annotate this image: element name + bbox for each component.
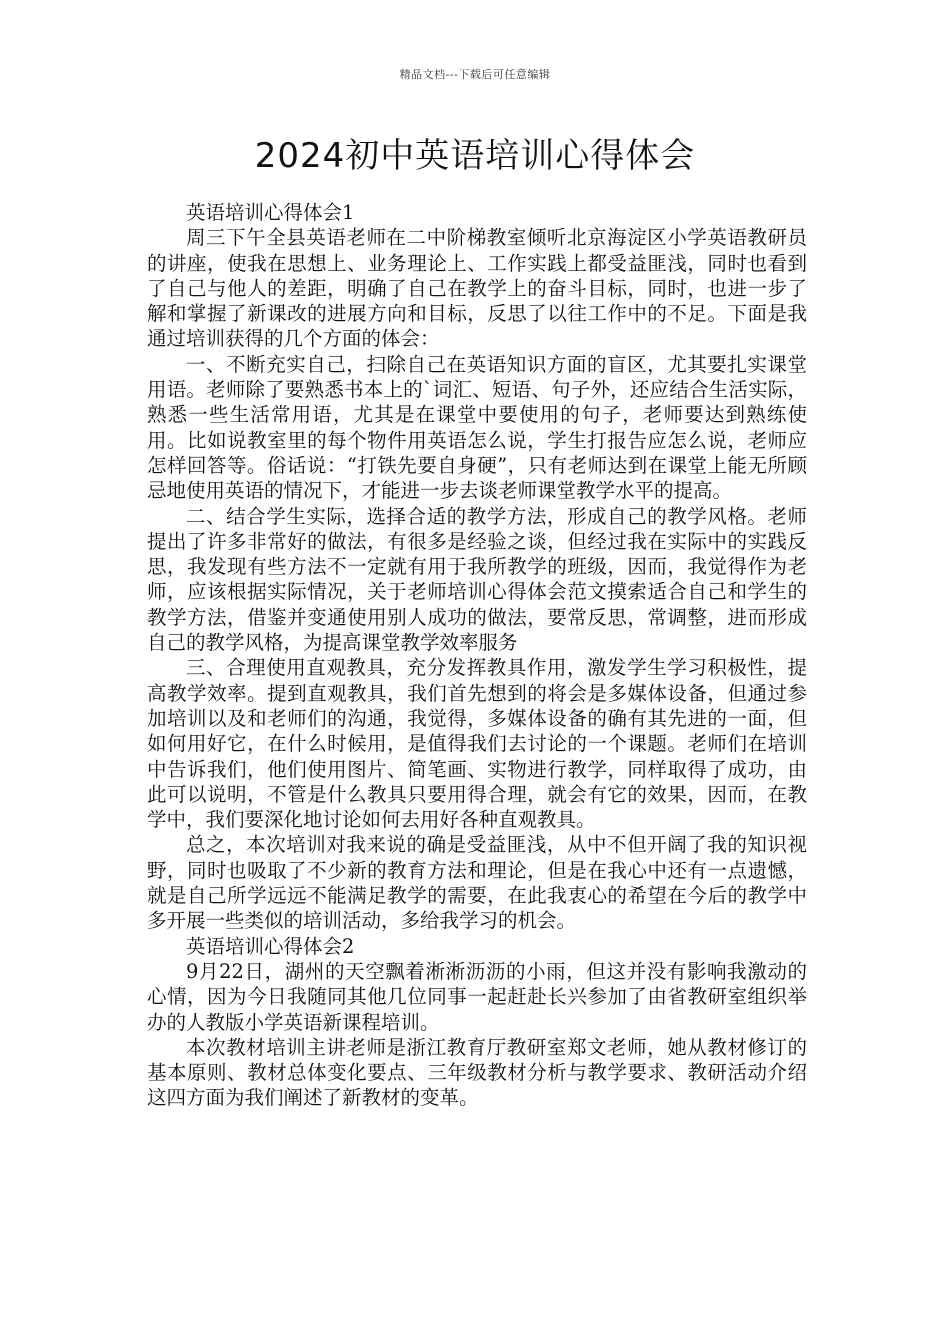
point-two-paragraph: 二、结合学生实际，选择合适的教学方法，形成自己的教学风格。老师提出了许多非常好的做法，有很多是经验之谈，但经过我在实际中的实践反思，我发现有些方法不一定就有用于我所教学的班级，因而，我觉得作为老师，应该根据实际情况，关于老师培训心得体会范文摸索适合自己和学生的教学方法，借鉴并变通使用别人成功的做法，要常反思，常调整，进而形成自己的教学风格，为提高课堂教学效率服务 [147, 504, 807, 655]
intro-paragraph: 周三下午全县英语老师在二中阶梯教室倾听北京海淀区小学英语教研员的讲座，使我在思想上、业务理论上、工作实践上都受益匪浅，同时也看到了自己与他人的差距，明确了自己在教学上的奋斗目标，同时，也进一步了解和掌握了新课改的进展方向和目标，反思了以往工作中的不足。下面是我通过培训获得的几个方面的体会： [147, 226, 807, 351]
date-paragraph: 9月22日，湖州的天空飘着淅淅沥沥的小雨，但这并没有影响我激动的心情，因为今日我随同其他几位同事一起赶赴长兴参加了由省教研室组织举办的人教版小学英语新课程培训。 [147, 959, 807, 1034]
section-heading-2: 英语培训心得体会2 [186, 934, 355, 958]
document-body [147, 200, 807, 1111]
section-heading-1: 英语培训心得体会1 [186, 201, 355, 224]
summary-paragraph: 总之，本次培训对我来说的确是受益匪浅，从中不但开阔了我的知识视野，同时也吸取了不少新的教育方法和理论，但是在我心中还有一点遗憾，就是自己所学远远不能满足教学的需要，在此我衷心的希望在今后的教学中多开展一些类似的培训活动，多给我学习的机会。 [147, 833, 807, 933]
training-paragraph: 本次教材培训主讲老师是浙江教育厅教研室郑文老师，她从教材修订的基本原则、教材总体变化要点、三年级教材分析与教学要求、教研活动介绍这四方面为我们阐述了新教材的变革。 [147, 1035, 807, 1110]
point-three-paragraph: 三、合理使用直观教具，充分发挥教具作用，激发学生学习积极性，提高教学效率。提到直观教具，我们首先想到的将会是多媒体设备，但通过参加培训以及和老师们的沟通，我觉得，多媒体设备的确有其先进的一面，但如何用好它，在什么时候用，是值得我们去讨论的一个课题。老师们在培训中告诉我们，他们使用图片、简笔画、实物进行教学，同样取得了成功，由此可以说明，不管是什么教具只要用得合理，就会有它的效果，因而，在教学中，我们要深化地讨论如何去用好各种直观教具。 [147, 656, 807, 832]
document-title: 2024初中英语培训心得体会 [254, 136, 696, 176]
page-header: 精品文档---下载后可任意编辑 [399, 68, 551, 81]
point-one-paragraph: 一、不断充实自己，扫除自己在英语知识方面的盲区，尤其要扎实课堂用语。老师除了要熟悉书本上的`词汇、短语、句子外，还应结合生活实际，熟悉一些生活常用语，尤其是在课堂中要使用的句子，老师要达到熟练使用。比如说教室里的每个物件用英语怎么说，学生打报告应怎么说，老师应怎样回答等。俗话说：“打铁先要自身硬”，只有老师达到在课堂上能无所顾忌地使用英语的情况下，才能进一步去谈老师课堂教学水平的提高。 [147, 352, 807, 503]
